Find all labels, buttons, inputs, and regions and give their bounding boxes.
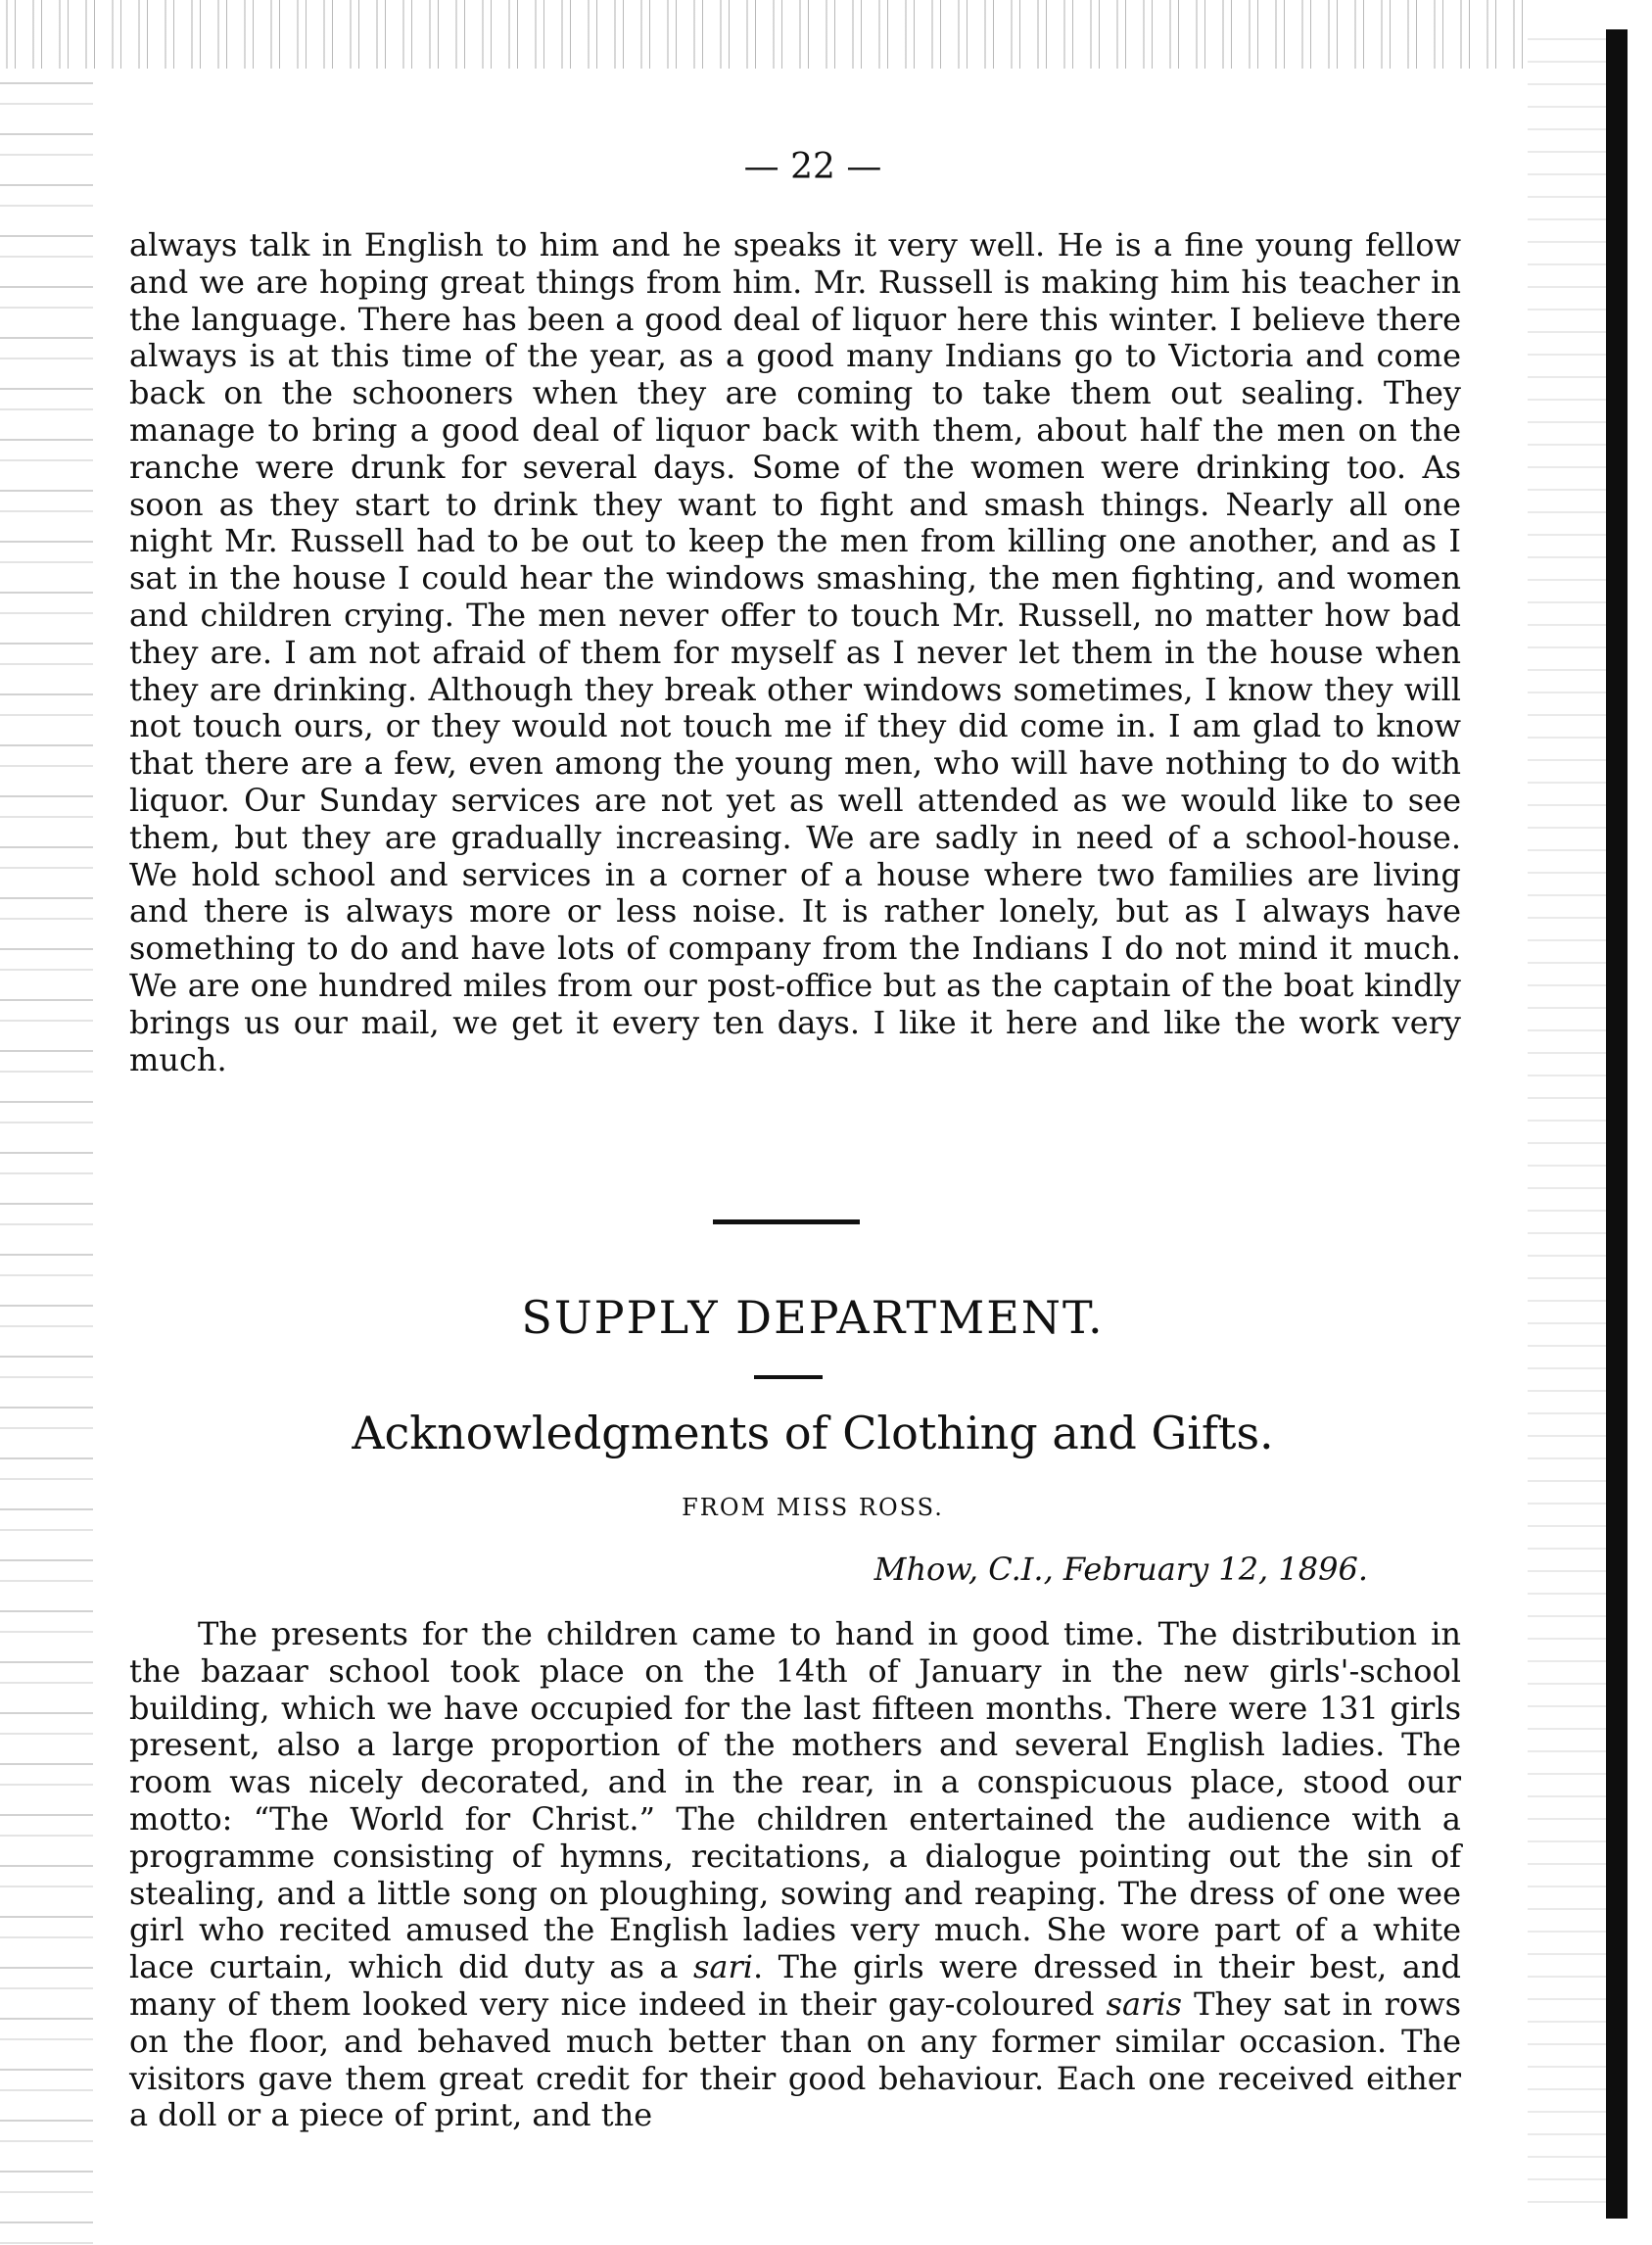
scan-binding-edge — [1606, 29, 1628, 2219]
page-number: — 22 — — [743, 147, 882, 187]
heading-divider — [754, 1375, 823, 1379]
scan-edge-noise-right — [1528, 29, 1606, 2219]
report-text-part-3: They sat in rows on the floor, and behaved much better than on any former similar occasion. The visitors gave them great credit for their good behaviour. Each one received either a doll or a piece of print, and the — [129, 1984, 1461, 2134]
section-divider — [713, 1219, 860, 1224]
report-text-part-2: . The girls were dressed in their best, and many of them looked very nice indeed in their gay-coloured — [129, 1948, 1462, 2023]
dateline: Mhow, C.I., February 12, 1896. — [873, 1551, 1368, 1588]
scan-edge-noise-top — [0, 0, 1528, 69]
report-italic-sari: sari — [692, 1948, 753, 1986]
section-heading: SUPPLY DEPARTMENT. — [521, 1291, 1105, 1344]
report-text-part-1: The presents for the children came to hand in good time. The distribution in the bazaar school took place on the 14th of January in the new girls'-school building, which we have occupied for the last fifteen months. There were 131 girls present, also a large proportion of the mothers and several English ladies. The room was nicely decorated, and in the rear, in a conspicuous place, stood our motto: “The World for Christ.” The children entertained the audience with a programme consisting of hymns, recitations, a dialogue pointing out the sin of stealing, and a little song on ploughing, sowing and reaping. The dress of one wee girl who recited amused the English ladies very much. She wore part of a white lace curtain, which did duty as a — [129, 1615, 1461, 1986]
byline: FROM MISS ROSS. — [682, 1494, 944, 1521]
subsection-heading: Acknowledgments of Clothing and Gifts. — [352, 1407, 1274, 1459]
letter-paragraph: always talk in English to him and he speaks it very well. He is a fine young fellow and we are hoping great things from him. Mr. Russell is making him his teacher in the language. There has been a good deal of liquor here this winter. I believe there always is at this time of the year, as a good many Indians go to Victoria and come back on the schooners when they are coming to take them out sealing. They manage to bring a good deal of liquor back with them, about half the men on the ranche were drunk for several days. Some of the women were drinking too. As soon as they start to drink they want to fight and smash things. Nearly all one night Mr. Russell had to be out to keep the men from killing one another, and as I sat in the house I could hear the windows smashing, the men fighting, and women and children crying. The men never offer to touch Mr. Russell, no matter how bad they are. I am not afraid of them for myself as I never let them in the house when they are drinking. Although they break other windows sometimes, I know they will not touch ours, or they would not touch me if they did come in. I am glad to know that there are a few, even among the young men, who will have nothing to do with liquor. Our Sunday services are not yet as well attended as we would like to see them, but they are gradually increasing. We are sadly in need of a school-house. We hold school and services in a corner of a house where two families are living and there is always more or less noise. It is rather lonely, but as I always have something to do and have lots of company from the Indians I do not mind it much. We are one hundred miles from our post-office but as the captain of the boat kindly brings us our mail, we get it every ten days. I like it here and like the work very much. — [129, 226, 1461, 1078]
report-paragraph — [129, 1616, 1461, 2134]
scan-edge-noise-left — [0, 69, 93, 2245]
report-italic-saris: saris — [1106, 1984, 1183, 2023]
